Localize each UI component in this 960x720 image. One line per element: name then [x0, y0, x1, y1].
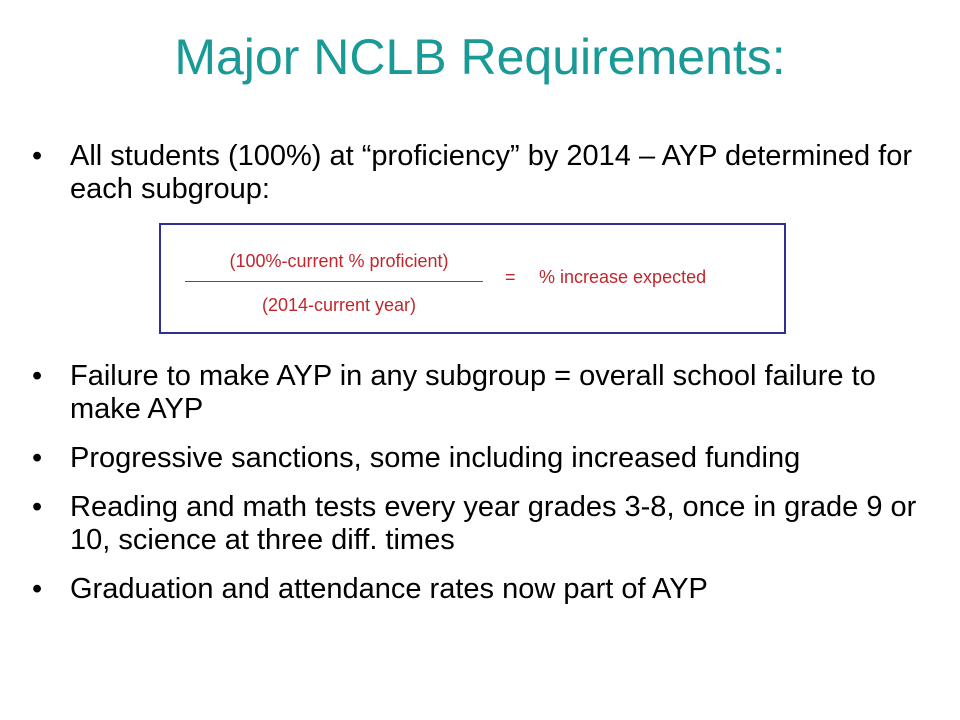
bullet-item: • Progressive sanctions, some including increased funding [32, 442, 932, 475]
formula-denominator: (2014-current year) [261, 295, 417, 315]
formula-numerator: (100%-current % proficient) [229, 251, 449, 271]
bullet-list-top [32, 140, 932, 222]
slide-title: Major NCLB Requirements: [174, 29, 786, 85]
formula-box [159, 223, 786, 334]
fraction-line [185, 281, 483, 282]
formula-result: % increase expected [539, 267, 707, 287]
bullet-item: • Reading and math tests every year grades 3-8, once in grade 9 or 10, science at three diff. times [32, 491, 932, 557]
bullet-list-bottom [32, 360, 932, 622]
bullet-item: • Graduation and attendance rates now part of AYP [32, 573, 932, 606]
bullet-item: • Failure to make AYP in any subgroup = overall school failure to make AYP [32, 360, 932, 426]
bullet-item: • All students (100%) at “proficiency” by 2014 – AYP determined for each subgroup: [32, 140, 932, 206]
formula-equals: = [505, 267, 516, 287]
